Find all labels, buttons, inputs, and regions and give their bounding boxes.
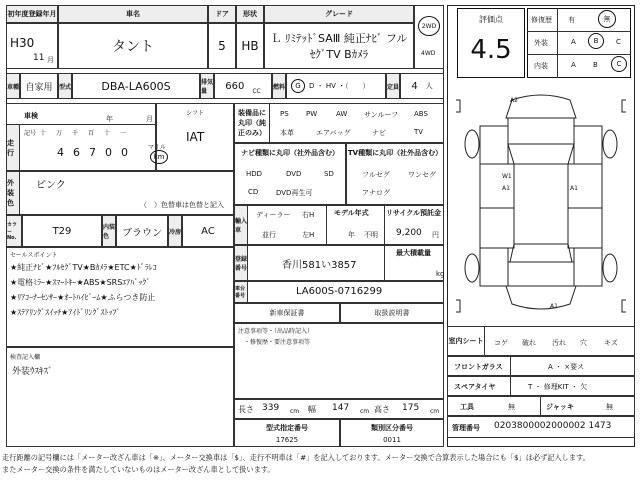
footer-notes: [2, 452, 638, 476]
recycle-value: 9,200: [396, 228, 422, 238]
class-cell: [340, 419, 444, 447]
car-name: タント: [58, 23, 208, 69]
max-load-unit: kg: [436, 270, 445, 278]
drive-cell: [414, 5, 444, 69]
inspection-label: 車検: [24, 112, 38, 120]
color-label: 外装色: [6, 171, 20, 215]
navi-item: HDD: [246, 170, 263, 178]
diagram-rear-bumper: [506, 286, 576, 309]
length-label: 長さ: [238, 405, 254, 414]
color-value: ピンク: [36, 180, 66, 191]
grade-line2: ｾｸﾞTV Bｶﾒﾗ: [309, 48, 369, 61]
class-label: 類別区分番号: [371, 423, 413, 432]
reg-month-unit: 月: [47, 56, 54, 64]
interior-a: A: [571, 61, 576, 69]
interior-sheet-item: 破れ: [522, 339, 536, 347]
class-value: 0011: [383, 435, 401, 444]
navi-item: DVD: [286, 170, 302, 178]
interior-sheet-label: 室内シート: [447, 326, 485, 356]
mileage-digit-header: 十: [104, 130, 111, 137]
model-year-unit: 年: [348, 231, 355, 239]
cc-unit: CC: [252, 87, 261, 95]
car-name-label: 車名: [58, 5, 208, 23]
memo-label: 注意事項等・（出品時記入）: [238, 328, 314, 335]
height-value: 175: [402, 403, 420, 413]
exterior-b-circled: B: [588, 33, 604, 49]
diagram-right-rear-door: [568, 208, 602, 248]
mileage-rule: [20, 124, 156, 125]
sales-point-line: ★ﾘｱｺｰﾅｰｾﾝｻｰ★ｵｰﾄﾊｲﾋﾞｰﾑ★ふらつき防止: [10, 293, 156, 302]
car-damage-diagram: [450, 86, 632, 324]
registration-label: 登録番号: [234, 245, 248, 281]
grade-label: グレード: [264, 5, 414, 23]
equipment-item: サンルーフ: [364, 111, 399, 119]
mileage-digit-header: 百: [88, 130, 95, 137]
recycle-label: リサイクル預託金: [386, 209, 442, 217]
import-divider: [326, 205, 327, 245]
tools-divider: [540, 396, 541, 416]
equipment-item: 本革: [280, 129, 294, 137]
import-dealer: ディーラー: [256, 211, 291, 219]
diagram-left-rear-wheel: [465, 254, 479, 282]
width-label: 幅: [308, 405, 316, 414]
footer-note-2: またメーター交換の条件を満たしていないものはメーター改ざん車として扱います。: [2, 465, 275, 474]
fuel-label: 燃料: [272, 73, 286, 99]
first-reg-label: 初年度登録年月: [6, 5, 58, 23]
mileage-digit-header: 千: [72, 130, 79, 137]
mileage-digit: 7: [89, 146, 96, 159]
unit-km-circled: km: [150, 150, 168, 164]
diagram-right-front-wheel: [603, 130, 617, 158]
model-year-unknown: 不明: [364, 231, 378, 239]
color-no: T29: [22, 215, 102, 247]
drive-4wd: 4WD: [421, 50, 436, 57]
score-label: 評価点: [479, 15, 503, 24]
sales-point-line: ★純正ﾅﾋﾞ★ﾌﾙｾｸﾞTV★Bｶﾒﾗ★ETC★ﾄﾞﾗﾚｺ: [10, 263, 157, 272]
diagram-bracket-3: [456, 300, 460, 312]
diagram-roof: [514, 164, 568, 244]
diagram-tailgate: [508, 262, 574, 286]
ac-value: AC: [182, 215, 234, 247]
fuel-g-circled: G: [291, 79, 305, 93]
memo-sub: ・修復歴・要注意事項等: [244, 339, 311, 346]
import-left: 左H: [302, 231, 315, 239]
diagram-mark-a1-right: A1: [570, 185, 578, 192]
diagram-bracket-2: [622, 100, 626, 112]
unit-mile: マイル: [148, 144, 166, 151]
shift-label: シフト: [185, 110, 204, 117]
diagram-windshield: [508, 144, 574, 164]
mgmt-value: 0203800002000002 1473: [494, 421, 612, 431]
color-note: （ ）色替車は色替と記入: [140, 201, 224, 209]
color-no-label: カラーNo.: [6, 215, 22, 247]
repair-divider-2: [527, 54, 631, 55]
mileage-digit-header: 万: [56, 130, 63, 137]
manual-cell: [340, 303, 444, 323]
equipment-item: エアバッグ: [316, 129, 351, 137]
mileage-digit-header: 十: [40, 130, 47, 137]
drive-2wd-circled: 2WD: [418, 16, 440, 36]
diagram-right-front-fender: [574, 126, 602, 164]
interior-label: 内装: [534, 62, 548, 70]
diagram-left-front-wheel: [465, 130, 479, 158]
interior-c-circled: C: [611, 56, 627, 72]
tv-item: フルセグ: [362, 171, 390, 179]
spare-label: スペアタイヤ: [454, 383, 496, 391]
displacement-cell: [214, 73, 272, 99]
reg-month: 11: [33, 53, 45, 63]
exterior-a: A: [571, 38, 576, 46]
glass-label: フロントガラス: [454, 363, 503, 371]
interior-sheet-item: コゲ: [494, 339, 508, 347]
inspector-label: 検査記入欄: [10, 354, 41, 361]
capacity-unit: 人: [425, 82, 433, 90]
type-label: 型式: [58, 73, 72, 99]
mileage-label: 走行: [6, 124, 20, 171]
diagram-mark-a1-rear: A1: [550, 303, 558, 310]
diagram-left-rear-door: [480, 208, 514, 248]
chassis-label: 車台番号: [234, 281, 248, 303]
warranty-cell: [234, 303, 340, 323]
displacement-label: 排気量: [200, 73, 214, 99]
recycle-yen: 円: [432, 231, 439, 239]
width-value: 147: [332, 403, 350, 413]
exterior-c: C: [616, 38, 621, 46]
jack-value: 無: [606, 403, 613, 411]
height-label: 高さ: [374, 405, 390, 414]
interior-b: B: [593, 61, 598, 69]
displacement-value: 660: [225, 80, 245, 92]
diagram-mark-a1-left: A1: [502, 185, 510, 192]
mileage-digit-header: 記号: [24, 130, 37, 137]
repair-yes: 有: [568, 16, 575, 24]
inspector-text: 外装ｳｽｷｽﾞ: [12, 367, 53, 377]
reg-year: H30: [10, 36, 35, 50]
glass-divider: [510, 356, 511, 376]
use-value: 自家用: [20, 73, 58, 99]
interior-color: ブラウン: [116, 215, 168, 247]
glass-value: A ・ ×要ス: [548, 363, 585, 371]
spare-divider: [510, 376, 511, 396]
load-divider: [384, 245, 385, 281]
type-spec-label: 型式指定番号: [266, 423, 308, 432]
mileage-digit: 0: [105, 146, 112, 159]
diagram-left-front-fender: [480, 126, 508, 164]
sales-point-line: ★電格ﾐﾗｰ★ｽﾏｰﾄｷｰ★ABS★SRSｴｱﾊﾞｯｸﾞ: [10, 278, 151, 287]
first-reg-cell: [6, 23, 58, 69]
type-spec-value: 17625: [275, 435, 299, 444]
equipment-item: ナビ: [372, 129, 386, 137]
interior-sheet-item: 穴: [580, 339, 587, 347]
model-year-label: モデル年式: [334, 209, 369, 217]
score-value: 4.5: [470, 35, 512, 65]
repair-label: 修復歴: [531, 16, 552, 24]
length-value: 339: [262, 403, 280, 413]
diagram-left-quarter: [480, 248, 508, 286]
equipment-item: TV: [414, 128, 424, 136]
import-parallel: 並行: [262, 231, 276, 239]
diagram-mark-a2: A2: [510, 97, 518, 104]
navi-label: ナビ種類に丸印（社外品含む）: [241, 149, 339, 157]
type-spec-cell: [234, 419, 340, 447]
shape-label: 形状: [236, 5, 264, 23]
capacity-label: 定員: [386, 73, 400, 99]
equipment-item: PW: [306, 110, 318, 118]
diagram-bracket-4: [622, 300, 626, 312]
navi-item: DVD再生可: [276, 189, 313, 197]
shift-value: IAT: [186, 130, 205, 144]
tools-value: 無: [508, 403, 515, 411]
navi-item: SD: [324, 170, 334, 178]
warranty-label: 新車保証書: [269, 309, 305, 317]
diagram-hood: [508, 118, 574, 144]
import-label: 輸入車: [234, 205, 248, 245]
equipment-label: 装備品に丸印（純正のみ）: [234, 103, 270, 143]
fuel-cell: [286, 73, 386, 99]
repair-divider-1: [527, 31, 631, 32]
inspection-month: 月: [146, 115, 153, 123]
equipment-item: ABS: [414, 110, 428, 118]
model-divider: [384, 205, 385, 245]
spare-value: T ・ 修理KIT ・ 欠: [528, 383, 588, 391]
ac-label: 冷房: [168, 215, 182, 247]
sales-point-line: ★ｽﾃｱﾘﾝｸﾞｽｲｯﾁ★ｱｲﾄﾞﾘﾝｸﾞｽﾄｯﾌﾟ: [10, 308, 121, 317]
jack-label: ジャッキ: [546, 403, 574, 411]
type-value: DBA-LA600S: [72, 73, 200, 99]
grade-cell: [264, 23, 414, 69]
chassis-number: LA600S-0716299: [296, 286, 383, 297]
fuel-other: D ・ HV ・（ ）: [309, 82, 370, 90]
height-unit: cm: [430, 408, 440, 415]
navi-item: CD: [248, 188, 259, 196]
inspector-block: [6, 347, 234, 447]
length-unit: cm: [290, 408, 300, 415]
tv-label: TV種類に丸印（社外品含む）: [347, 149, 443, 157]
use-label: 車種: [6, 73, 20, 99]
manual-label: 取扱説明書: [374, 309, 410, 317]
interior-sheet-item: 汚れ: [552, 339, 566, 347]
diagram-right-quarter: [574, 248, 602, 286]
mileage-digit: 0: [121, 146, 128, 159]
width-unit: cm: [360, 408, 370, 415]
import-right: 右H: [302, 211, 315, 219]
inspection-year: 年: [106, 115, 113, 123]
diagram-bracket-1: [456, 100, 460, 112]
mgmt-label: 管理番号: [452, 424, 480, 432]
doors-label: ドア: [208, 5, 236, 23]
equipment-item: AW: [336, 110, 348, 118]
mileage-digit: 6: [73, 146, 80, 159]
equipment-item: PS: [280, 110, 289, 118]
score-box: [457, 8, 525, 78]
interior-color-label: 内装色: [102, 215, 116, 247]
tools-label: 工具: [460, 403, 474, 411]
registration-number: 香川581い3857: [282, 260, 357, 271]
capacity-cell: [400, 73, 444, 99]
mileage-digit-header: 一: [120, 130, 127, 137]
grade-line1: Ｌ ﾘﾐﾃｯﾄﾞSAⅢ 純正ﾅﾋﾞ フル: [270, 32, 408, 45]
repair-no-circled: 無: [598, 10, 616, 28]
capacity-value: 4: [411, 80, 418, 92]
tv-item: アナログ: [362, 189, 390, 197]
doors: 5: [208, 23, 236, 69]
diagram-rear-glass: [510, 244, 572, 262]
max-load-label: 最大積載量: [396, 249, 431, 257]
tv-item: ワンセグ: [408, 171, 436, 179]
mileage-digit: 4: [57, 146, 64, 159]
shape: HB: [236, 23, 264, 69]
interior-sheet-item: キズ: [604, 339, 618, 347]
diagram-right-rear-wheel: [603, 254, 617, 282]
footer-note-1: 走行距離の記号欄には「メーター改ざん車は「※」、メーター交換車は「$」、走行不明車は「#」を記入しております。メーター交換で合算表示した場合にも「$」は必ず記入します。: [2, 453, 590, 462]
exterior-label: 外装: [534, 39, 548, 47]
sales-points-label: セールスポイント: [10, 252, 58, 259]
diagram-mark-w1: W1: [502, 173, 512, 180]
repair-divider-v: [557, 8, 558, 78]
